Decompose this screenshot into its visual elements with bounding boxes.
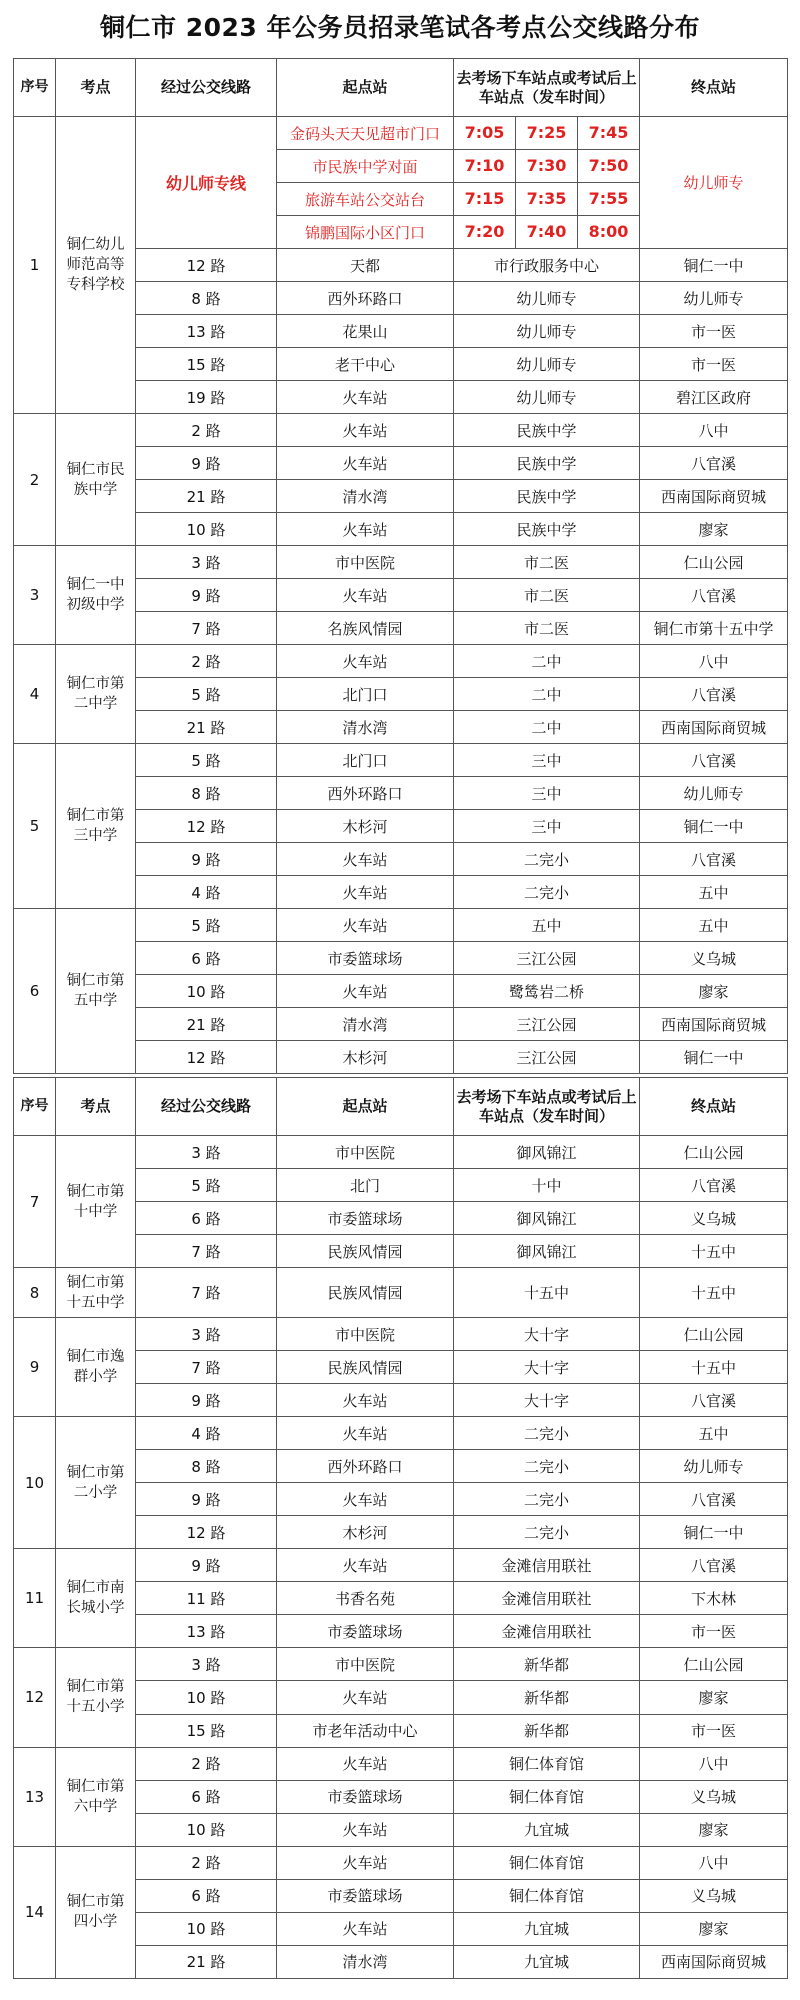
end-stop: 仁山公园	[640, 1136, 788, 1169]
end-stop: 西南国际商贸城	[640, 1945, 788, 1978]
exam-no: 8	[14, 1268, 56, 1318]
end-stop: 铜仁一中	[640, 249, 788, 282]
bus-route: 15 路	[136, 1714, 277, 1747]
end-stop: 八官溪	[640, 1384, 788, 1417]
bus-route: 21 路	[136, 711, 277, 744]
exam-no: 3	[14, 546, 56, 645]
departure-time: 7:20	[454, 216, 516, 248]
special-end-stop: 幼儿师专	[640, 117, 788, 249]
exam-no: 5	[14, 744, 56, 909]
table-row	[14, 744, 788, 777]
bus-route: 7 路	[136, 1268, 277, 1318]
exam-site: 铜仁市第十中学	[56, 1136, 136, 1268]
start-stop: 火车站	[277, 975, 454, 1008]
departure-time: 7:40	[516, 216, 578, 248]
bus-route: 21 路	[136, 1945, 277, 1978]
bus-route: 2 路	[136, 1747, 277, 1780]
exam-stop: 铜仁体育馆	[454, 1747, 640, 1780]
bus-route: 15 路	[136, 348, 277, 381]
end-stop: 义乌城	[640, 1202, 788, 1235]
end-stop: 仁山公园	[640, 546, 788, 579]
end-stop: 廖家	[640, 975, 788, 1008]
end-stop: 幼儿师专	[640, 282, 788, 315]
exam-site: 铜仁市第十五中学	[56, 1268, 136, 1318]
start-stop: 市老年活动中心	[277, 1714, 454, 1747]
start-stop: 清水湾	[277, 711, 454, 744]
exam-site: 铜仁市第三中学	[56, 744, 136, 909]
table-row	[14, 1318, 788, 1351]
table-row	[14, 546, 788, 579]
end-stop: 市一医	[640, 1615, 788, 1648]
exam-site: 铜仁市第二中学	[56, 645, 136, 744]
exam-stop: 民族中学	[454, 447, 640, 480]
departure-times	[454, 216, 640, 249]
departure-time: 7:30	[516, 150, 578, 182]
start-stop: 书香名苑	[277, 1582, 454, 1615]
end-stop: 义乌城	[640, 1780, 788, 1813]
special-start-stop: 旅游车站公交站台	[277, 183, 454, 216]
departure-times	[454, 150, 640, 183]
end-stop: 市一医	[640, 315, 788, 348]
page-title: 铜仁市 2023 年公务员招录笔试各考点公交线路分布	[100, 13, 700, 42]
table-row	[14, 1136, 788, 1169]
exam-stop: 民族中学	[454, 513, 640, 546]
bus-route: 10 路	[136, 513, 277, 546]
exam-stop: 九宜城	[454, 1813, 640, 1846]
header-start: 起点站	[277, 59, 454, 117]
bus-route: 6 路	[136, 1202, 277, 1235]
start-stop: 火车站	[277, 1417, 454, 1450]
bus-route: 19 路	[136, 381, 277, 414]
start-stop: 北门口	[277, 678, 454, 711]
start-stop: 天都	[277, 249, 454, 282]
exam-no: 6	[14, 909, 56, 1074]
exam-stop: 市二医	[454, 579, 640, 612]
exam-stop: 二完小	[454, 843, 640, 876]
table-row	[14, 1549, 788, 1582]
table-row	[14, 645, 788, 678]
bus-route: 12 路	[136, 249, 277, 282]
exam-stop: 御风锦江	[454, 1235, 640, 1268]
end-stop: 廖家	[640, 1681, 788, 1714]
start-stop: 市委篮球场	[277, 1202, 454, 1235]
bus-route: 4 路	[136, 1417, 277, 1450]
table-row	[14, 1268, 788, 1318]
end-stop: 铜仁一中	[640, 1516, 788, 1549]
header-no: 序号	[14, 1078, 56, 1136]
exam-stop: 幼儿师专	[454, 315, 640, 348]
exam-stop: 大十字	[454, 1318, 640, 1351]
departure-time: 7:55	[588, 189, 629, 208]
exam-site: 铜仁幼儿师范高等专科学校	[56, 117, 136, 414]
bus-route: 9 路	[136, 1549, 277, 1582]
start-stop: 民族风情园	[277, 1268, 454, 1318]
bus-route: 10 路	[136, 1912, 277, 1945]
end-stop: 八官溪	[640, 678, 788, 711]
exam-no: 4	[14, 645, 56, 744]
bus-route: 7 路	[136, 1351, 277, 1384]
end-stop: 八官溪	[640, 447, 788, 480]
bus-route: 9 路	[136, 579, 277, 612]
start-stop: 火车站	[277, 1681, 454, 1714]
start-stop: 火车站	[277, 381, 454, 414]
exam-no: 13	[14, 1747, 56, 1846]
exam-site: 铜仁市第十五小学	[56, 1648, 136, 1747]
exam-stop: 三中	[454, 810, 640, 843]
bus-route: 3 路	[136, 546, 277, 579]
end-stop: 十五中	[640, 1351, 788, 1384]
bus-route: 6 路	[136, 1879, 277, 1912]
end-stop: 仁山公园	[640, 1318, 788, 1351]
bus-route: 9 路	[136, 1384, 277, 1417]
exam-stop: 三江公园	[454, 1008, 640, 1041]
start-stop: 火车站	[277, 876, 454, 909]
start-stop: 北门	[277, 1169, 454, 1202]
exam-stop: 幼儿师专	[454, 348, 640, 381]
start-stop: 老干中心	[277, 348, 454, 381]
bus-route: 10 路	[136, 1681, 277, 1714]
end-stop: 八官溪	[640, 744, 788, 777]
bus-route: 6 路	[136, 1780, 277, 1813]
bus-route-table-part-2	[13, 1077, 788, 1979]
bus-route: 11 路	[136, 1582, 277, 1615]
table-row	[14, 909, 788, 942]
start-stop: 清水湾	[277, 480, 454, 513]
header-end: 终点站	[640, 59, 788, 117]
exam-site: 铜仁市逸群小学	[56, 1318, 136, 1417]
exam-stop: 御风锦江	[454, 1136, 640, 1169]
exam-stop: 铜仁体育馆	[454, 1846, 640, 1879]
exam-stop: 市行政服务中心	[454, 249, 640, 282]
end-stop: 铜仁一中	[640, 1041, 788, 1074]
end-stop: 仁山公园	[640, 1648, 788, 1681]
exam-stop: 三江公园	[454, 942, 640, 975]
start-stop: 火车站	[277, 1912, 454, 1945]
exam-stop: 二完小	[454, 876, 640, 909]
end-stop: 八中	[640, 645, 788, 678]
bus-route: 4 路	[136, 876, 277, 909]
start-stop: 市中医院	[277, 1648, 454, 1681]
exam-stop: 三中	[454, 777, 640, 810]
exam-stop: 市二医	[454, 546, 640, 579]
header-start: 起点站	[277, 1078, 454, 1136]
exam-stop: 二完小	[454, 1417, 640, 1450]
exam-stop: 新华都	[454, 1681, 640, 1714]
end-stop: 八中	[640, 1846, 788, 1879]
end-stop: 八中	[640, 1747, 788, 1780]
start-stop: 市委篮球场	[277, 1615, 454, 1648]
exam-stop: 铜仁体育馆	[454, 1780, 640, 1813]
bus-route: 3 路	[136, 1318, 277, 1351]
exam-stop: 市二医	[454, 612, 640, 645]
exam-site: 铜仁一中初级中学	[56, 546, 136, 645]
exam-stop: 大十字	[454, 1384, 640, 1417]
bus-route: 12 路	[136, 1041, 277, 1074]
start-stop: 西外环路口	[277, 282, 454, 315]
exam-stop: 十中	[454, 1169, 640, 1202]
bus-route: 6 路	[136, 942, 277, 975]
departure-time: 7:05	[454, 117, 516, 149]
bus-route: 9 路	[136, 447, 277, 480]
start-stop: 火车站	[277, 843, 454, 876]
start-stop: 火车站	[277, 1483, 454, 1516]
header-route: 经过公交线路	[136, 59, 277, 117]
start-stop: 火车站	[277, 513, 454, 546]
end-stop: 十五中	[640, 1268, 788, 1318]
exam-stop: 二中	[454, 711, 640, 744]
bus-route: 8 路	[136, 777, 277, 810]
departure-time: 7:10	[454, 150, 516, 182]
start-stop: 火车站	[277, 1813, 454, 1846]
departure-time: 7:50	[588, 156, 629, 175]
end-stop: 八官溪	[640, 1549, 788, 1582]
bus-route: 13 路	[136, 315, 277, 348]
bus-route: 3 路	[136, 1136, 277, 1169]
bus-route: 21 路	[136, 480, 277, 513]
exam-stop: 金滩信用联社	[454, 1615, 640, 1648]
start-stop: 市委篮球场	[277, 1780, 454, 1813]
end-stop: 廖家	[640, 1912, 788, 1945]
end-stop: 义乌城	[640, 1879, 788, 1912]
bus-route: 8 路	[136, 1450, 277, 1483]
departure-times	[454, 117, 640, 150]
start-stop: 民族风情园	[277, 1351, 454, 1384]
special-route-name: 幼儿师专线	[136, 117, 277, 249]
start-stop: 火车站	[277, 909, 454, 942]
start-stop: 火车站	[277, 1384, 454, 1417]
bus-route: 5 路	[136, 909, 277, 942]
exam-stop: 大十字	[454, 1351, 640, 1384]
start-stop: 市中医院	[277, 1136, 454, 1169]
departure-time: 7:35	[516, 183, 578, 215]
bus-route: 7 路	[136, 1235, 277, 1268]
exam-stop: 二中	[454, 678, 640, 711]
exam-stop: 二中	[454, 645, 640, 678]
exam-stop: 民族中学	[454, 480, 640, 513]
exam-stop: 新华都	[454, 1714, 640, 1747]
exam-stop: 九宜城	[454, 1912, 640, 1945]
bus-route: 5 路	[136, 678, 277, 711]
start-stop: 清水湾	[277, 1945, 454, 1978]
departure-time: 7:25	[516, 117, 578, 149]
exam-stop: 金滩信用联社	[454, 1549, 640, 1582]
special-route-row	[14, 117, 788, 150]
start-stop: 西外环路口	[277, 1450, 454, 1483]
departure-time: 7:45	[588, 123, 629, 142]
table-header-row	[14, 59, 788, 117]
exam-stop: 民族中学	[454, 414, 640, 447]
table-row	[14, 1648, 788, 1681]
exam-no: 12	[14, 1648, 56, 1747]
end-stop: 五中	[640, 909, 788, 942]
bus-route: 8 路	[136, 282, 277, 315]
exam-stop: 二完小	[454, 1450, 640, 1483]
table-row	[14, 1747, 788, 1780]
bus-route: 5 路	[136, 744, 277, 777]
exam-no: 2	[14, 414, 56, 546]
header-end: 终点站	[640, 1078, 788, 1136]
end-stop: 八官溪	[640, 579, 788, 612]
start-stop: 花果山	[277, 315, 454, 348]
start-stop: 北门口	[277, 744, 454, 777]
exam-no: 10	[14, 1417, 56, 1549]
end-stop: 五中	[640, 876, 788, 909]
exam-stop: 金滩信用联社	[454, 1582, 640, 1615]
bus-route: 13 路	[136, 1615, 277, 1648]
start-stop: 火车站	[277, 447, 454, 480]
start-stop: 市中医院	[277, 546, 454, 579]
start-stop: 市委篮球场	[277, 942, 454, 975]
bus-route: 5 路	[136, 1169, 277, 1202]
exam-site: 铜仁市第四小学	[56, 1846, 136, 1978]
end-stop: 铜仁市第十五中学	[640, 612, 788, 645]
header-site: 考点	[56, 59, 136, 117]
exam-stop: 三中	[454, 744, 640, 777]
end-stop: 八官溪	[640, 843, 788, 876]
start-stop: 火车站	[277, 414, 454, 447]
bus-route-table-part-1	[13, 58, 788, 1074]
header-site: 考点	[56, 1078, 136, 1136]
exam-site: 铜仁市南长城小学	[56, 1549, 136, 1648]
end-stop: 八中	[640, 414, 788, 447]
exam-stop: 铜仁体育馆	[454, 1879, 640, 1912]
exam-site: 铜仁市第五中学	[56, 909, 136, 1074]
exam-stop: 三江公园	[454, 1041, 640, 1074]
bus-route: 2 路	[136, 414, 277, 447]
end-stop: 幼儿师专	[640, 1450, 788, 1483]
end-stop: 廖家	[640, 1813, 788, 1846]
exam-stop: 九宜城	[454, 1945, 640, 1978]
end-stop: 西南国际商贸城	[640, 1008, 788, 1041]
table-row	[14, 414, 788, 447]
departure-times	[454, 183, 640, 216]
start-stop: 木杉河	[277, 1041, 454, 1074]
start-stop: 火车站	[277, 645, 454, 678]
exam-stop: 二完小	[454, 1516, 640, 1549]
special-start-stop: 市民族中学对面	[277, 150, 454, 183]
table-row	[14, 1846, 788, 1879]
exam-no: 14	[14, 1846, 56, 1978]
header-no: 序号	[14, 59, 56, 117]
end-stop: 五中	[640, 1417, 788, 1450]
start-stop: 清水湾	[277, 1008, 454, 1041]
exam-stop: 二完小	[454, 1483, 640, 1516]
exam-no: 11	[14, 1549, 56, 1648]
start-stop: 火车站	[277, 579, 454, 612]
exam-stop: 新华都	[454, 1648, 640, 1681]
exam-site: 铜仁市民族中学	[56, 414, 136, 546]
table-row	[14, 1417, 788, 1450]
bus-route: 9 路	[136, 843, 277, 876]
bus-route: 7 路	[136, 612, 277, 645]
end-stop: 幼儿师专	[640, 777, 788, 810]
exam-no: 9	[14, 1318, 56, 1417]
special-start-stop: 锦鹏国际小区门口	[277, 216, 454, 249]
header-stop: 去考场下车站点或考试后上车站点（发车时间）	[454, 59, 640, 117]
end-stop: 廖家	[640, 513, 788, 546]
departure-time: 8:00	[588, 222, 629, 241]
bus-route: 10 路	[136, 975, 277, 1008]
header-stop: 去考场下车站点或考试后上车站点（发车时间）	[454, 1078, 640, 1136]
end-stop: 八官溪	[640, 1483, 788, 1516]
exam-no: 1	[14, 117, 56, 414]
end-stop: 八官溪	[640, 1169, 788, 1202]
bus-route: 10 路	[136, 1813, 277, 1846]
start-stop: 火车站	[277, 1549, 454, 1582]
end-stop: 十五中	[640, 1235, 788, 1268]
end-stop: 碧江区政府	[640, 381, 788, 414]
header-route: 经过公交线路	[136, 1078, 277, 1136]
bus-route: 2 路	[136, 645, 277, 678]
exam-stop: 幼儿师专	[454, 381, 640, 414]
start-stop: 木杉河	[277, 1516, 454, 1549]
bus-route: 21 路	[136, 1008, 277, 1041]
exam-stop: 十五中	[454, 1268, 640, 1318]
exam-stop: 御风锦江	[454, 1202, 640, 1235]
end-stop: 市一医	[640, 348, 788, 381]
start-stop: 木杉河	[277, 810, 454, 843]
exam-site: 铜仁市第二小学	[56, 1417, 136, 1549]
end-stop: 西南国际商贸城	[640, 480, 788, 513]
end-stop: 铜仁一中	[640, 810, 788, 843]
end-stop: 义乌城	[640, 942, 788, 975]
bus-route: 2 路	[136, 1846, 277, 1879]
start-stop: 名族风情园	[277, 612, 454, 645]
end-stop: 市一医	[640, 1714, 788, 1747]
special-start-stop: 金码头天天见超市门口	[277, 117, 454, 150]
exam-no: 7	[14, 1136, 56, 1268]
start-stop: 火车站	[277, 1747, 454, 1780]
exam-site: 铜仁市第六中学	[56, 1747, 136, 1846]
start-stop: 市委篮球场	[277, 1879, 454, 1912]
bus-route: 12 路	[136, 1516, 277, 1549]
start-stop: 火车站	[277, 1846, 454, 1879]
departure-time: 7:15	[454, 183, 516, 215]
end-stop: 西南国际商贸城	[640, 711, 788, 744]
bus-route: 9 路	[136, 1483, 277, 1516]
start-stop: 民族风情园	[277, 1235, 454, 1268]
bus-route: 3 路	[136, 1648, 277, 1681]
exam-stop: 鹭鸶岩二桥	[454, 975, 640, 1008]
start-stop: 西外环路口	[277, 777, 454, 810]
exam-stop: 幼儿师专	[454, 282, 640, 315]
bus-route: 12 路	[136, 810, 277, 843]
table-header-row	[14, 1078, 788, 1136]
start-stop: 市中医院	[277, 1318, 454, 1351]
end-stop: 下木林	[640, 1582, 788, 1615]
exam-stop: 五中	[454, 909, 640, 942]
